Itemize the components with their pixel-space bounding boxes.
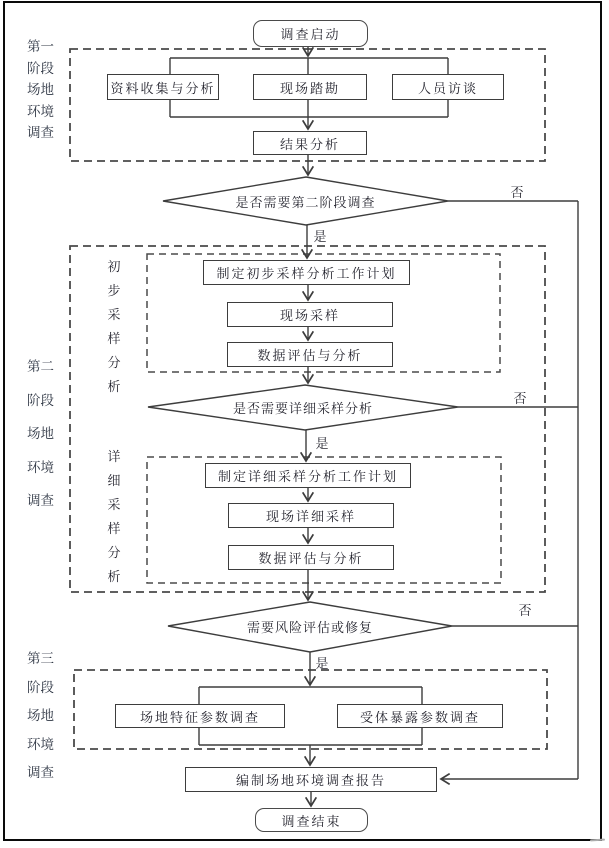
data-evaluation-node-2: 数据评估与分析 (228, 545, 394, 570)
receptor-exposure-params-node: 受体暴露参数调查 (337, 704, 503, 728)
phase1-side-label: 第一阶段场地环境调查 (27, 39, 54, 140)
report-node: 编制场地环境调查报告 (185, 767, 437, 792)
no-label-2: 否 (513, 390, 527, 406)
decision-risk-label: 需要风险评估或修复 (246, 619, 373, 635)
preliminary-sampling-group-label: 初步采样分析 (107, 259, 121, 394)
detailed-field-sampling-node: 现场详细采样 (228, 503, 394, 528)
field-sampling-node: 现场采样 (227, 302, 393, 327)
no-label-1: 否 (510, 184, 524, 200)
decision-detailed-label: 是否需要详细采样分析 (232, 400, 373, 416)
result-analysis-node: 结果分析 (253, 131, 367, 155)
decision-phase2-label: 是否需要第二阶段调查 (235, 194, 376, 210)
yes-label-1: 是 (313, 228, 327, 244)
preliminary-plan-node: 制定初步采样分析工作计划 (203, 260, 410, 285)
data-evaluation-node-1: 数据评估与分析 (227, 342, 393, 367)
site-reconnaissance-node: 现场踏勘 (253, 74, 367, 100)
personnel-interview-node: 人员访谈 (392, 74, 504, 100)
site-characteristic-params-node: 场地特征参数调查 (115, 704, 285, 728)
detailed-plan-node: 制定详细采样分析工作计划 (205, 463, 411, 488)
phase3-side-label: 第三阶段场地环境调查 (27, 651, 54, 780)
end-node: 调查结束 (255, 808, 368, 832)
yes-label-3: 是 (315, 655, 329, 671)
no-label-3: 否 (518, 602, 532, 618)
phase2-side-label: 第二阶段场地环境调查 (27, 359, 54, 508)
detailed-sampling-group-label: 详细采样分析 (107, 449, 121, 584)
start-node: 调查启动 (253, 20, 368, 47)
data-collection-node: 资料收集与分析 (107, 74, 219, 100)
yes-label-2: 是 (315, 435, 329, 451)
